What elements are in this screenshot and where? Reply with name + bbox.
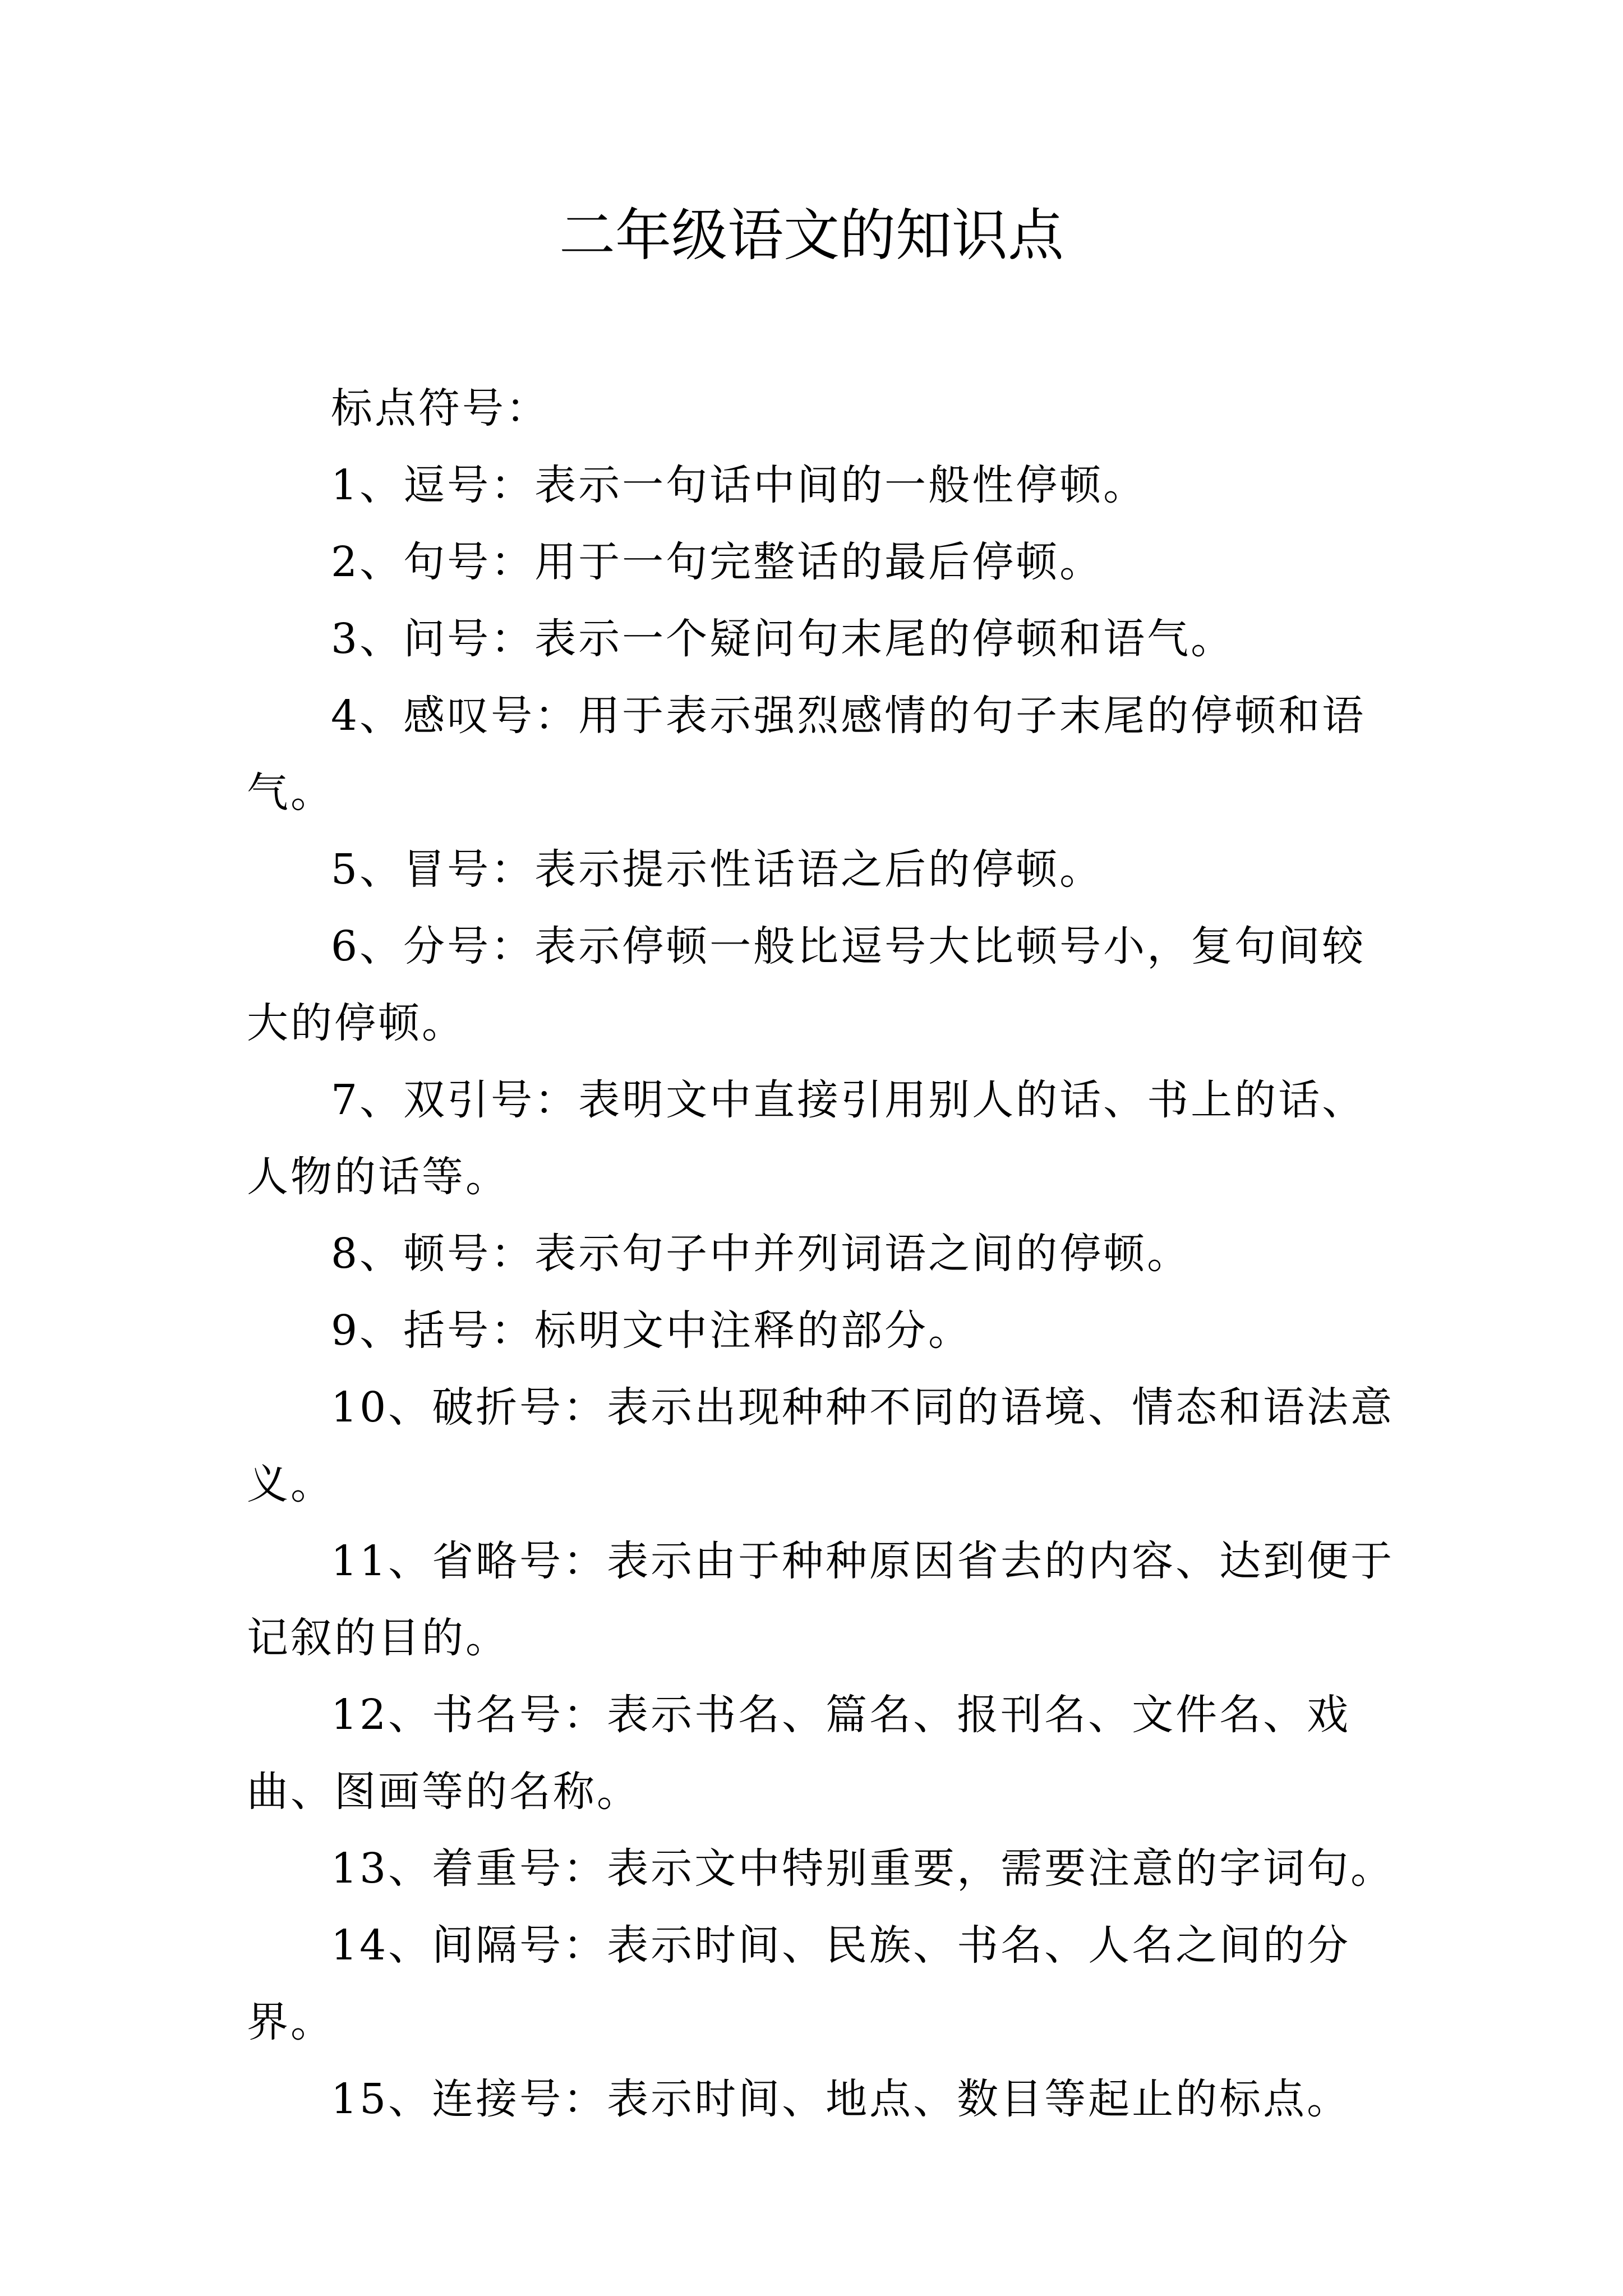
list-item-title-marks: 12、书名号：表示书名、篇名、报刊名、文件名、戏曲、图画等的名称。 bbox=[247, 1691, 1351, 1816]
list-item-emphasis-mark: 13、着重号：表示文中特别重要，需要注意的字词句。 bbox=[331, 1844, 1395, 1893]
list-item-colon: 5、冒号：表示提示性话语之后的停顿。 bbox=[331, 845, 1104, 894]
list-item-period: 2、句号：用于一句完整话的最后停顿。 bbox=[331, 538, 1104, 586]
list-item-parentheses: 9、括号：标明文中注释的部分。 bbox=[331, 1306, 972, 1355]
document-body bbox=[247, 370, 1396, 2138]
list-item-question-mark: 3、问号：表示一个疑问句末尾的停顿和语气。 bbox=[331, 615, 1235, 663]
list-item-dash: 10、破折号：表示出现种种不同的语境、情态和语法意义。 bbox=[247, 1383, 1395, 1508]
document-title: 二年级语文的知识点 bbox=[559, 203, 1064, 268]
list-item-ellipsis: 11、省略号：表示由于种种原因省去的内容、达到便于记叙的目的。 bbox=[247, 1537, 1395, 1662]
list-item-double-quotes: 7、双引号：表明文中直接引用别人的话、书上的话、人物的话等。 bbox=[247, 1076, 1366, 1201]
list-item-interpunct: 14、间隔号：表示时间、民族、书名、人名之间的分界。 bbox=[247, 1921, 1351, 2046]
list-item-connector: 15、连接号：表示时间、地点、数目等起止的标点。 bbox=[331, 2075, 1351, 2123]
section-heading-punctuation: 标点符号： bbox=[331, 384, 550, 432]
list-item-comma: 1、逗号：表示一句话中间的一般性停顿。 bbox=[331, 461, 1147, 509]
list-item-exclamation-mark: 4、感叹号：用于表示强烈感情的句子末尾的停顿和语气。 bbox=[247, 692, 1366, 817]
list-item-enumeration-comma: 8、顿号：表示句子中并列词语之间的停顿。 bbox=[331, 1230, 1191, 1278]
list-item-semicolon: 6、分号：表示停顿一般比逗号大比顿号小，复句间较大的停顿。 bbox=[247, 922, 1366, 1047]
